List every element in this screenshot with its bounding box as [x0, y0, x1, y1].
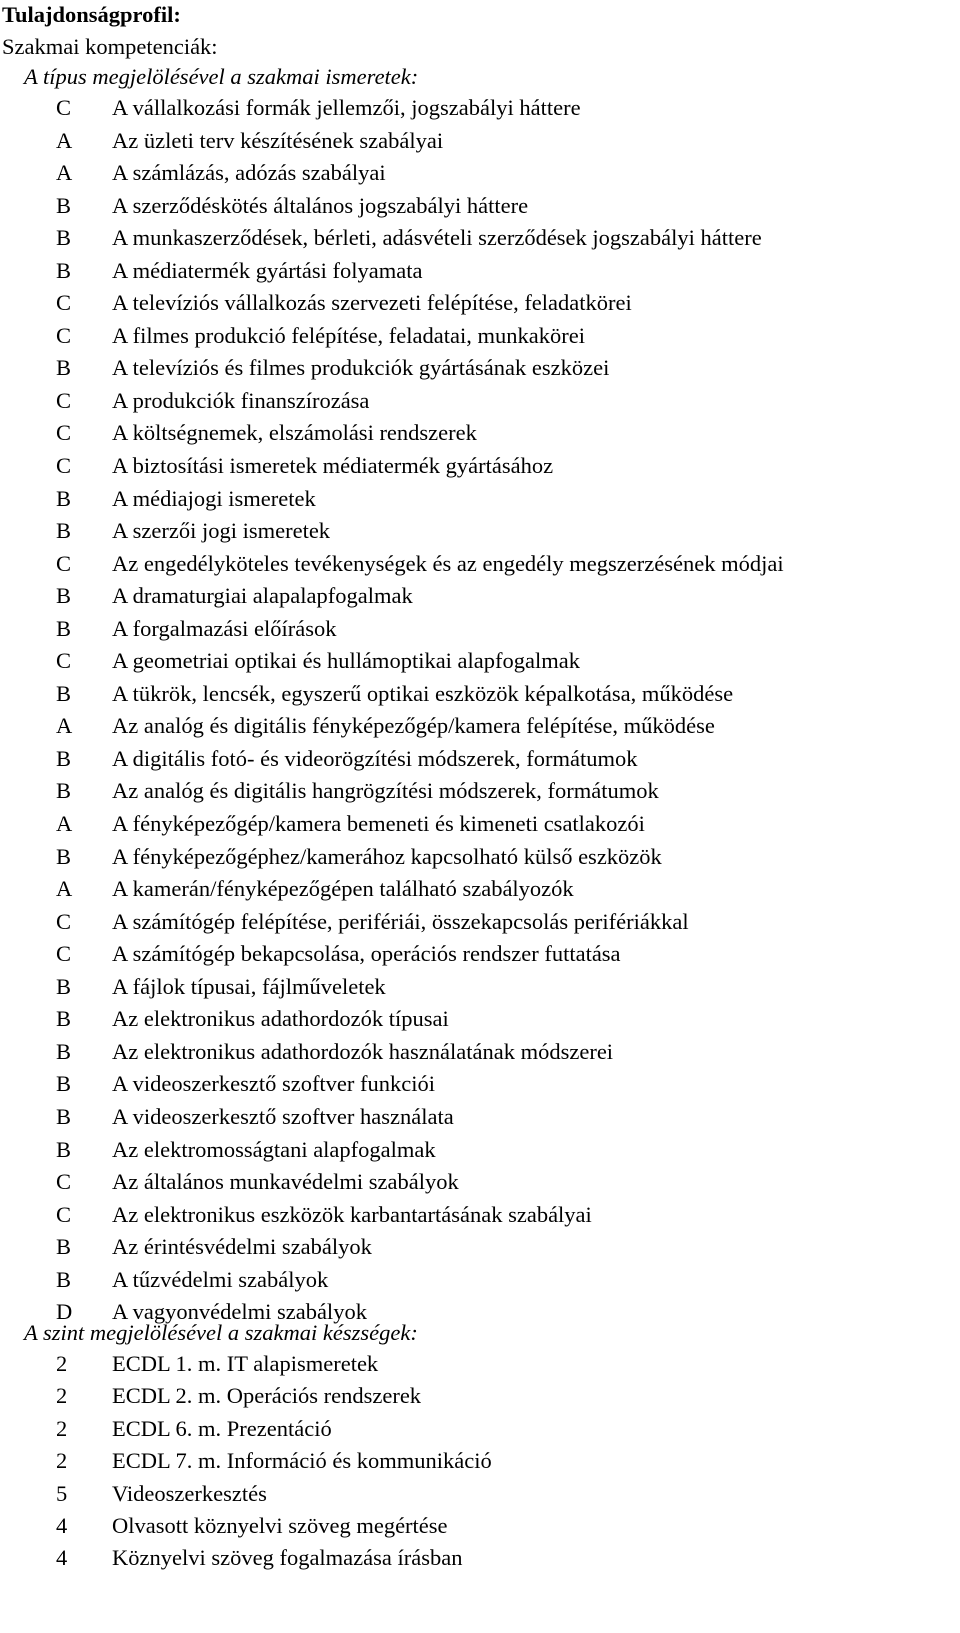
- item-code: B: [56, 1103, 72, 1129]
- item-code: C: [56, 95, 72, 120]
- item-code: 4: [56, 1545, 68, 1571]
- item-text: Az elektromosságtani alapfogalmak: [112, 1136, 436, 1162]
- item-text: A produkciók finanszírozása: [112, 387, 370, 413]
- item-code: B: [56, 680, 72, 706]
- item-text: A televíziós és filmes produkciók gyártásának eszközei: [112, 355, 610, 381]
- item-text: A számítógép felépítése, perifériái, összekapcsolás perifériákkal: [112, 908, 689, 934]
- item-text: Az üzleti terv készítésének szabályai: [112, 127, 444, 153]
- item-code: C: [56, 1169, 72, 1195]
- item-text: A videoszerkesztő szoftver funkciói: [112, 1071, 436, 1097]
- item-text: A szerzői jogi ismeretek: [112, 518, 331, 544]
- item-text: A geometriai optikai és hullámoptikai alapfogalmak: [112, 648, 580, 674]
- item-text: A fájlok típusai, fájlműveletek: [112, 973, 386, 999]
- item-code: B: [56, 1071, 72, 1097]
- item-code: 2: [56, 1351, 68, 1376]
- item-code: B: [56, 778, 72, 804]
- item-text: A számlázás, adózás szabályai: [112, 160, 386, 186]
- item-text: Olvasott köznyelvi szöveg megértése: [112, 1512, 448, 1538]
- item-code: C: [56, 941, 72, 967]
- item-text: ECDL 7. m. Információ és kommunikáció: [112, 1448, 492, 1474]
- document-subtitle: Szakmai kompetenciák:: [2, 34, 218, 59]
- item-code: B: [56, 615, 72, 641]
- item-code: B: [56, 192, 72, 218]
- item-text: A fényképezőgéphez/kamerához kapcsolható külső eszközök: [112, 843, 662, 869]
- item-code: 2: [56, 1448, 68, 1474]
- item-code: 5: [56, 1480, 68, 1506]
- item-text: ECDL 6. m. Prezentáció: [112, 1415, 332, 1441]
- item-text: A dramaturgiai alapalapfogalmak: [112, 583, 413, 609]
- item-code: 2: [56, 1383, 68, 1409]
- item-text: A digitális fotó- és videorögzítési módszerek, formátumok: [112, 745, 638, 771]
- item-code: A: [56, 811, 73, 837]
- item-code: B: [56, 355, 72, 381]
- item-code: C: [56, 322, 72, 348]
- item-text: Az érintésvédelmi szabályok: [112, 1234, 372, 1260]
- item-text: A vagyonvédelmi szabályok: [112, 1299, 367, 1325]
- item-code: A: [56, 160, 73, 186]
- item-code: A: [56, 876, 73, 902]
- item-text: A fényképezőgép/kamera bemeneti és kimeneti csatlakozói: [112, 811, 645, 837]
- item-text: A szerződéskötés általános jogszabályi háttere: [112, 192, 529, 218]
- item-code: B: [56, 745, 72, 771]
- item-text: A számítógép bekapcsolása, operációs rendszer futtatása: [112, 941, 621, 967]
- item-code: A: [56, 127, 73, 153]
- item-code: B: [56, 1038, 72, 1064]
- item-text: Az elektronikus adathordozók típusai: [112, 1006, 449, 1032]
- item-code: B: [56, 583, 72, 609]
- item-code: C: [56, 387, 72, 413]
- item-code: 2: [56, 1415, 68, 1441]
- item-code: B: [56, 1234, 72, 1260]
- item-text: A médiatermék gyártási folyamata: [112, 257, 423, 283]
- item-text: ECDL 2. m. Operációs rendszerek: [112, 1383, 422, 1409]
- item-code: C: [56, 648, 72, 674]
- item-code: B: [56, 225, 72, 251]
- item-text: ECDL 1. m. IT alapismeretek: [112, 1351, 379, 1376]
- item-text: Köznyelvi szöveg fogalmazása írásban: [112, 1545, 463, 1571]
- item-text: Az analóg és digitális hangrögzítési módszerek, formátumok: [112, 778, 659, 804]
- item-code: B: [56, 973, 72, 999]
- item-text: A televíziós vállalkozás szervezeti felépítése, feladatkörei: [112, 290, 632, 316]
- item-code: B: [56, 1006, 72, 1032]
- item-code: B: [56, 485, 72, 511]
- item-text: A tűzvédelmi szabályok: [112, 1266, 329, 1292]
- item-text: A biztosítási ismeretek médiatermék gyártásához: [112, 453, 554, 479]
- item-code: A: [56, 713, 73, 739]
- item-text: A vállalkozási formák jellemzői, jogszabályi háttere: [112, 95, 581, 120]
- item-text: A forgalmazási előírások: [112, 615, 337, 641]
- item-text: Az analóg és digitális fényképezőgép/kamera felépítése, működése: [112, 713, 715, 739]
- item-text: A filmes produkció felépítése, feladatai, munkakörei: [112, 322, 585, 348]
- item-code: 4: [56, 1512, 68, 1538]
- item-text: A munkaszerződések, bérleti, adásvételi szerződések jogszabályi háttere: [112, 225, 762, 251]
- item-code: B: [56, 1266, 72, 1292]
- item-code: B: [56, 1136, 72, 1162]
- item-text: A médiajogi ismeretek: [112, 485, 316, 511]
- item-code: D: [56, 1299, 73, 1325]
- item-text: Az elektronikus adathordozók használatának módszerei: [112, 1038, 614, 1064]
- item-text: A költségnemek, elszámolási rendszerek: [112, 420, 477, 446]
- item-text: A videoszerkesztő szoftver használata: [112, 1103, 454, 1129]
- item-code: B: [56, 518, 72, 544]
- item-code: C: [56, 1201, 72, 1227]
- item-code: C: [56, 290, 72, 316]
- item-code: C: [56, 908, 72, 934]
- item-text: A kamerán/fényképezőgépen található szabályozók: [112, 876, 574, 902]
- item-text: Az engedélyköteles tevékenységek és az engedély megszerzésének módjai: [112, 550, 784, 576]
- skills-heading: A szint megjelölésével a szakmai készségek:: [24, 1320, 418, 1345]
- item-text: Az általános munkavédelmi szabályok: [112, 1169, 459, 1195]
- item-code: C: [56, 453, 72, 479]
- item-code: C: [56, 420, 72, 446]
- item-code: C: [56, 550, 72, 576]
- knowledge-heading: A típus megjelölésével a szakmai ismeretek:: [24, 64, 419, 89]
- document-title: Tulajdonságprofil:: [2, 2, 181, 27]
- item-text: Videoszerkesztés: [112, 1480, 267, 1506]
- item-text: A tükrök, lencsék, egyszerű optikai eszközök képalkotása, működése: [112, 680, 734, 706]
- item-code: B: [56, 843, 72, 869]
- item-code: B: [56, 257, 72, 283]
- item-text: Az elektronikus eszközök karbantartásának szabályai: [112, 1201, 592, 1227]
